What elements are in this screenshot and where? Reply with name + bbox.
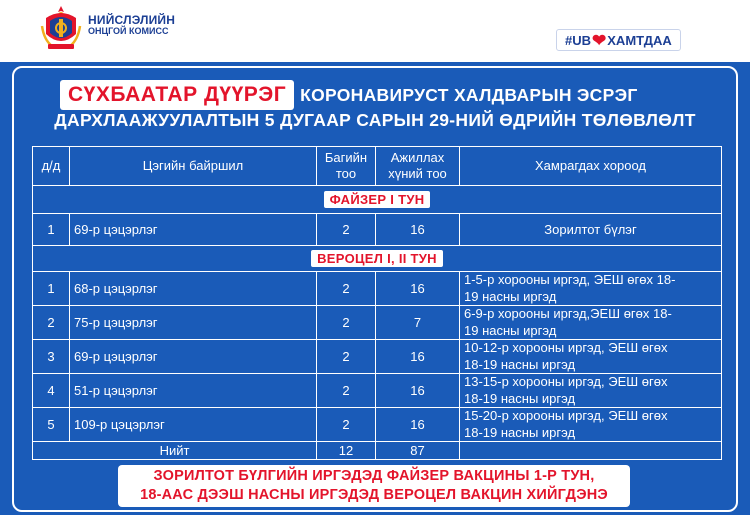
heart-icon: ❤	[592, 30, 607, 50]
main-panel	[0, 62, 750, 515]
row-num: 3	[33, 340, 70, 374]
table-row	[33, 374, 722, 408]
district-name: СҮХБААТАР ДҮҮРЭГ	[60, 80, 294, 110]
total-label: Нийт	[33, 442, 317, 460]
row-coverage	[460, 306, 722, 340]
total-row	[33, 442, 722, 460]
row-coverage-line1: 10-12-р хорооны иргэд, ЭЕШ өгөх	[464, 340, 668, 356]
row-location: 68-р цэцэрлэг	[70, 272, 317, 306]
row-coverage-line2: 18-19 насны иргэд	[464, 356, 576, 372]
table-row	[33, 408, 722, 442]
org-name	[88, 14, 175, 36]
row-staff: 16	[376, 408, 460, 442]
table-row	[33, 306, 722, 340]
header-staff-line1: Ажиллах	[390, 149, 445, 165]
row-staff: 7	[376, 306, 460, 340]
row-location: 69-р цэцэрлэг	[70, 214, 317, 246]
row-staff: 16	[376, 340, 460, 374]
title-line1-text: КОРОНАВИРУСТ ХАЛДВАРЫН ЭСРЭГ	[300, 84, 638, 105]
table-header-row	[33, 147, 722, 186]
phase1-row	[33, 186, 722, 214]
row-staff: 16	[376, 272, 460, 306]
phase1-cell	[33, 186, 722, 214]
row-teams: 2	[317, 408, 376, 442]
row-coverage-line2: 18-19 насны иргэд	[464, 390, 576, 406]
row-location: 51-р цэцэрлэг	[70, 374, 317, 408]
phase1-label: ФАЙЗЕР I ТУН	[324, 191, 431, 208]
title-line2: ДАРХЛААЖУУЛАЛТЫН 5 ДУГААР САРЫН 29-НИЙ ӨДРИЙН ТӨЛӨВЛӨЛТ	[54, 110, 696, 130]
row-num: 4	[33, 374, 70, 408]
row-num: 1	[33, 272, 70, 306]
row-teams: 2	[317, 214, 376, 246]
total-coverage-empty	[460, 442, 722, 460]
row-num: 5	[33, 408, 70, 442]
row-coverage-line2: 18-19 насны иргэд	[464, 424, 576, 440]
row-num: 2	[33, 306, 70, 340]
row-num: 1	[33, 214, 70, 246]
row-coverage-line1: 6-9-р хорооны иргэд,ЭЕШ өгөх 18-	[464, 306, 672, 322]
header-num: д/д	[33, 147, 70, 186]
footer-line1: ЗОРИЛТОТ БҮЛГИЙН ИРГЭДЭД ФАЙЗЕР ВАКЦИНЫ 1-Р ТУН,	[153, 468, 595, 484]
row-coverage-line2: 19 насны иргэд	[464, 288, 557, 304]
soyombo-emblem-icon	[38, 4, 84, 52]
row-location: 75-р цэцэрлэг	[70, 306, 317, 340]
row-coverage-line1: 1-5-р хорооны иргэд, ЭЕШ өгөх 18-	[464, 272, 676, 288]
org-name-line2: ОНЦГОЙ КОМИСС	[88, 25, 169, 36]
row-location: 109-р цэцэрлэг	[70, 408, 317, 442]
total-teams: 12	[317, 442, 376, 460]
org-name-line1: НИЙСЛЭЛИЙН	[88, 13, 176, 27]
header-coverage: Хамрагдах хороод	[460, 147, 722, 186]
row-teams: 2	[317, 272, 376, 306]
row-coverage	[460, 340, 722, 374]
row-coverage-line1: 13-15-р хорооны иргэд, ЭЕШ өгөх	[464, 374, 668, 390]
row-teams: 2	[317, 340, 376, 374]
footer-note	[118, 465, 630, 507]
row-coverage-line2: 19 насны иргэд	[464, 322, 557, 338]
row-staff: 16	[376, 214, 460, 246]
hashtag-prefix: #UB	[565, 32, 592, 48]
header-staff-line2: хүний тоо	[388, 166, 447, 181]
row-coverage	[460, 408, 722, 442]
hashtag-badge	[556, 29, 681, 51]
phase2-row	[33, 246, 722, 272]
row-coverage: Зорилтот бүлэг	[460, 214, 722, 246]
phase2-cell	[33, 246, 722, 272]
phase2-label: ВЕРОЦЕЛ I, II ТУН	[311, 250, 443, 267]
header-location: Цэгийн байршил	[70, 147, 317, 186]
header-staff	[376, 147, 460, 186]
row-coverage	[460, 374, 722, 408]
row-teams: 2	[317, 306, 376, 340]
row-location: 69-р цэцэрлэг	[70, 340, 317, 374]
row-teams: 2	[317, 374, 376, 408]
hashtag-suffix: ХАМТДАА	[607, 32, 672, 48]
table-row	[33, 340, 722, 374]
title-line1	[60, 80, 638, 110]
header-teams-line1: Багийн	[324, 149, 368, 165]
schedule-table	[32, 146, 722, 460]
row-coverage	[460, 272, 722, 306]
row-staff: 16	[376, 374, 460, 408]
row-coverage-line1: 15-20-р хорооны иргэд, ЭЕШ өгөх	[464, 408, 668, 424]
header-teams-line2: тоо	[335, 166, 357, 181]
header-teams	[317, 147, 376, 186]
total-staff: 87	[376, 442, 460, 460]
table-row	[33, 214, 722, 246]
footer-line2: 18-ААС ДЭЭШ НАСНЫ ИРГЭДЭД ВЕРОЦЕЛ ВАКЦИН ХИЙГДЭНЭ	[140, 487, 608, 503]
header	[0, 0, 750, 62]
table-row	[33, 272, 722, 306]
